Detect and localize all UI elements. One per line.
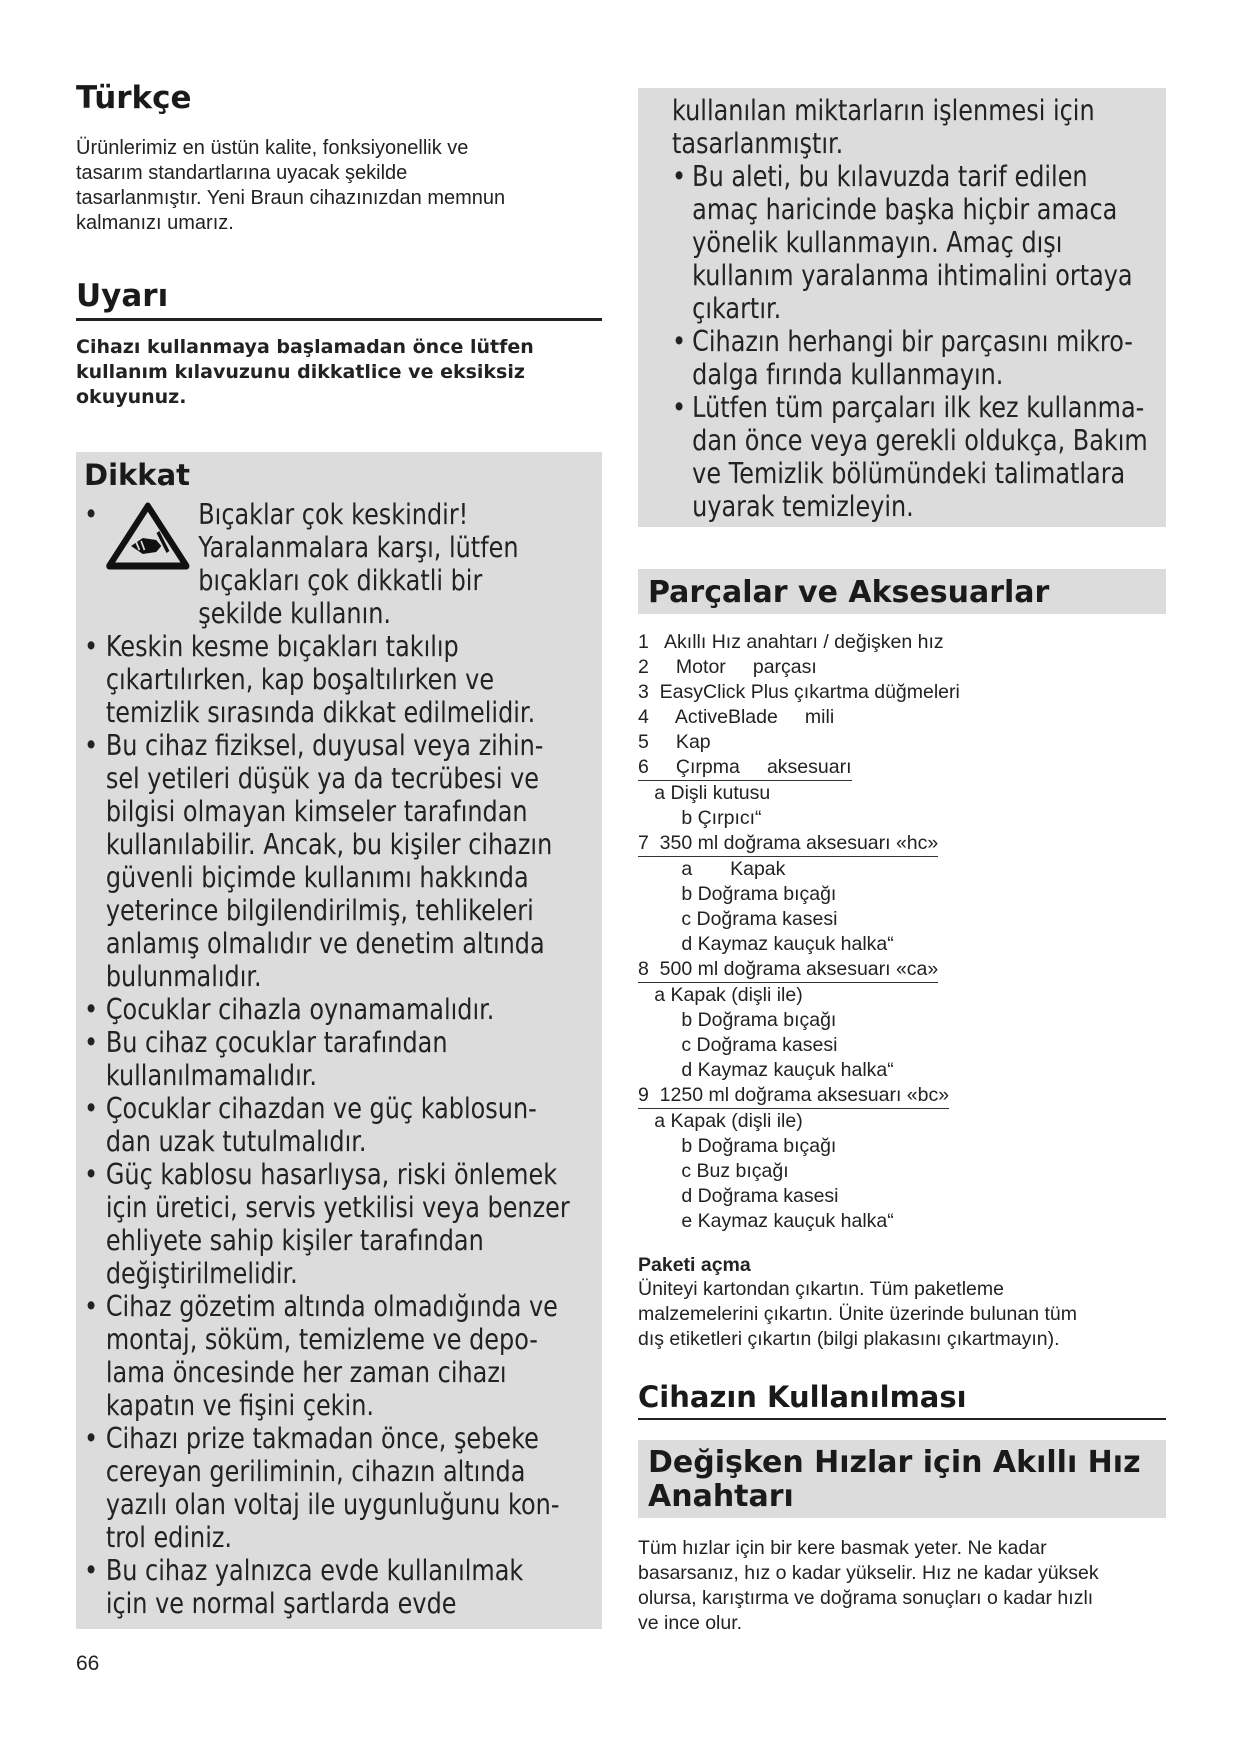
parts-item: e Kaymaz kauçuk halka“ bbox=[638, 1210, 894, 1232]
warning-paragraph: Cihazı kullanmaya başlamadan önce lütfen kullanım kılavuzunu dikkatlice ve eksiksiz okuyunuz. bbox=[76, 336, 534, 408]
parts-item: a Kapak (dişli ile) bbox=[638, 1110, 803, 1132]
unpack-paragraph: Üniteyi kartondan çıkartın. Tüm paketleme malzemelerini çıkartın. Ünite üzerinde bulunan tüm dış etiketleri çıkartın (bilgi plakasını çıkartmayın). bbox=[638, 1278, 1077, 1350]
parts-item: 7 350 ml doğrama aksesuarı «hc» bbox=[638, 831, 938, 857]
parts-item: d Doğrama kasesi bbox=[638, 1185, 839, 1207]
page-number: 66 bbox=[76, 1652, 100, 1675]
parts-item: 1 Akıllı Hız anahtarı / değişken hız bbox=[638, 631, 944, 653]
parts-item: a Kapak (dişli ile) bbox=[638, 984, 803, 1006]
caution-box bbox=[76, 452, 602, 1629]
warning-heading: Uyarı bbox=[76, 278, 602, 321]
caution-list-continued bbox=[672, 160, 1160, 523]
caution-item: • Bıçaklar çok keskindir! Yaralanmalara karşı, lütfen bıçakları çok dikkatli bir şekilde kullanın. bbox=[84, 498, 596, 630]
caution-item: • Bu cihaz çocuklar tarafından kullanılmamalıdır. bbox=[84, 1026, 596, 1092]
parts-heading: Parçalar ve Aksesuarlar bbox=[638, 569, 1166, 614]
caution-box-continued bbox=[638, 88, 1166, 527]
parts-item: 5 Kap bbox=[638, 731, 711, 753]
blade-hand-warning-icon bbox=[106, 502, 190, 572]
caution-item: • Bu cihaz fiziksel, duyusal veya zihin- sel yetileri düşük ya da tecrübesi ve bilgisi olmayan kimseler tarafından kullanılabilir. Ancak, bu kişiler cihazın güvenli biçimde kullanımı hakkında yeterince bilgilendirilmiş, tehlikeleri anlamış olmalıdır ve denetim altında bulunmalıdır. bbox=[84, 729, 596, 993]
caution-item: • Cihazı prize takmadan önce, şebeke cereyan geriliminin, cihazın altında yazılı olan voltaj ile uygunluğunu kon- trol ediniz. bbox=[84, 1422, 596, 1554]
right-column bbox=[638, 88, 1166, 1636]
parts-item: 3 EasyClick Plus çıkartma düğmeleri bbox=[638, 681, 960, 703]
caution-item: • Cihazın herhangi bir parçasını mikro- dalga fırında kullanmayın. bbox=[672, 325, 1160, 391]
caution-item: • Çocuklar cihazdan ve güç kablosun- dan uzak tutulmalıdır. bbox=[84, 1092, 596, 1158]
speed-paragraph: Tüm hızlar için bir kere basmak yeter. Ne kadar basarsanız, hız o kadar yükselir. Hız ne kadar yüksek olursa, karıştırma ve doğrama sonuçları o kadar hızlı ve ince olur. bbox=[638, 1537, 1099, 1634]
caution-item: • Keskin kesme bıçakları takılıp çıkartılırken, kap boşaltılırken ve temizlik sırasında dikkat edilmelidir. bbox=[84, 630, 596, 729]
parts-item: b Doğrama bıçağı bbox=[638, 1135, 837, 1157]
caution-item: • Bu cihaz yalnızca evde kullanılmak için ve normal şartlarda evde bbox=[84, 1554, 596, 1620]
caution-item: • Çocuklar cihazla oynamamalıdır. bbox=[84, 993, 596, 1026]
language-heading: Türkçe bbox=[76, 80, 192, 116]
parts-item: 4 ActiveBlade mili bbox=[638, 706, 835, 728]
parts-item: 8 500 ml doğrama aksesuarı «ca» bbox=[638, 957, 938, 983]
caution-list bbox=[84, 498, 596, 1620]
parts-item: b Doğrama bıçağı bbox=[638, 1009, 837, 1031]
intro-paragraph: Ürünlerimiz en üstün kalite, fonksiyonellik ve tasarım standartlarına uyacak şekilde tasarlanmıştır. Yeni Braun cihazınızdan memnun kalmanızı umarız. bbox=[76, 137, 506, 234]
caution-item: • Cihaz gözetim altında olmadığında ve montaj, söküm, temizleme ve depo- lama öncesinde her zaman cihazı kapatın ve fişini çekin. bbox=[84, 1290, 596, 1422]
parts-item: a Dişli kutusu bbox=[638, 782, 771, 804]
left-column bbox=[76, 80, 602, 1629]
parts-item: 9 1250 ml doğrama aksesuarı «bc» bbox=[638, 1083, 949, 1109]
caution-item: • Lütfen tüm parçaları ilk kez kullanma- dan önce veya gerekli oldukça, Bakım ve Temizlik bölümündeki talimatlara uyarak temizleyin. bbox=[672, 391, 1160, 523]
caution-item: • Güç kablosu hasarlıysa, riski önlemek için üretici, servis yetkilisi veya benzer ehliyete sahip kişiler tarafından değiştirilmelidir. bbox=[84, 1158, 596, 1290]
parts-item: b Çırpıcı“ bbox=[638, 807, 762, 829]
parts-item: d Kaymaz kauçuk halka“ bbox=[638, 1059, 894, 1081]
parts-item: c Doğrama kasesi bbox=[638, 1034, 838, 1056]
parts-item: c Doğrama kasesi bbox=[638, 908, 838, 930]
parts-item: a Kapak bbox=[638, 858, 786, 880]
speed-switch-heading: Değişken Hızlar için Akıllı Hız Anahtarı bbox=[638, 1440, 1166, 1518]
parts-item: c Buz bıçağı bbox=[638, 1160, 789, 1182]
parts-item: b Doğrama bıçağı bbox=[638, 883, 837, 905]
parts-list bbox=[638, 630, 1166, 1234]
unpack-heading: Paketi açma bbox=[638, 1254, 751, 1276]
parts-item: 2 Motor parçası bbox=[638, 656, 817, 678]
continued-text: kullanılan miktarların işlenmesi için tasarlanmıştır. bbox=[672, 94, 1095, 160]
parts-item: d Kaymaz kauçuk halka“ bbox=[638, 933, 894, 955]
usage-heading: Cihazın Kullanılması bbox=[638, 1380, 1166, 1420]
caution-heading: Dikkat bbox=[84, 458, 191, 492]
caution-item: • Bu aleti, bu kılavuzda tarif edilen amaç haricinde başka hiçbir amaca yönelik kullanmayın. Amaç dışı kullanım yaralanma ihtimalini ortaya çıkartır. bbox=[672, 160, 1160, 325]
parts-item: 6 Çırpma aksesuarı bbox=[638, 755, 852, 781]
